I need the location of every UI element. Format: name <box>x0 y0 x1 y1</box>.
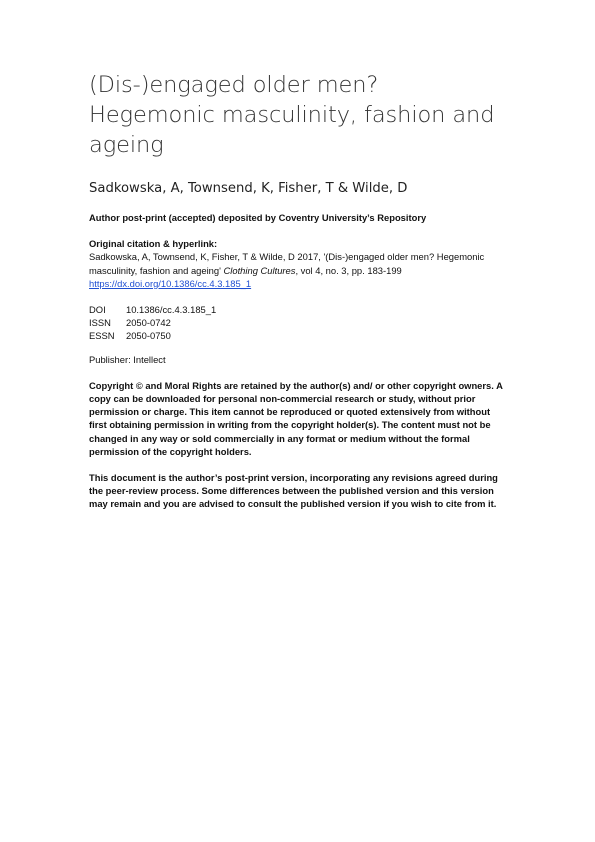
identifier-value: 2050-0742 <box>126 317 171 329</box>
identifier-value: 10.1386/cc.4.3.185_1 <box>126 304 217 316</box>
identifier-key: ISSN <box>89 317 111 329</box>
publisher-line: Publisher: Intellect <box>89 353 166 365</box>
version-note: This document is the author’s post-print version, incorporating any revisions agreed during the peer-review process. Some differences between the published version and this version may remain and you are advised to consult the published version if you wish to cite from it. <box>89 472 498 510</box>
journal-title: Clothing Cultures <box>223 264 296 276</box>
deposit-notice: Author post-print (accepted) deposited by Coventry University’s Repository <box>89 212 427 223</box>
citation-label: Original citation & hyperlink: <box>89 238 218 250</box>
identifier-list <box>89 303 509 343</box>
doi-hyperlink[interactable]: https://dx.doi.org/10.1386/cc.4.3.185_1 <box>89 277 252 289</box>
identifier-value: 2050-0750 <box>126 330 171 342</box>
identifier-key: DOI <box>89 304 106 316</box>
copyright-notice: Copyright © and Moral Rights are retained by the author(s) and/ or other copyright owners. A copy can be downloaded for personal non-commercial research or study, without prior permission or charge. This item cannot be reproduced or quoted extensively from without first obtaining permission in writing from the copyright holder(s). The content must not be changed in any way or sold commercially in any format or medium without the formal permission of the copyright holders. <box>89 379 503 457</box>
document-page <box>89 70 509 511</box>
citation-text: Sadkowska, A, Townsend, K, Fisher, T & Wilde, D 2017, '(Dis-)engaged older men? Hegemonic masculinity, fashion and ageing' <box>89 251 485 276</box>
identifier-row-essn <box>89 329 509 342</box>
document-title: (Dis-)engaged older men? Hegemonic masculinity, fashion and ageing <box>89 72 495 158</box>
citation-volume-pages: , vol 4, no. 3, pp. 183-199 <box>295 264 402 276</box>
identifier-row-doi <box>89 303 509 316</box>
identifier-key: ESSN <box>89 330 115 342</box>
author-list: Sadkowska, A, Townsend, K, Fisher, T & Wilde, D <box>89 181 408 196</box>
citation-section <box>89 237 509 290</box>
identifier-row-issn <box>89 316 509 329</box>
